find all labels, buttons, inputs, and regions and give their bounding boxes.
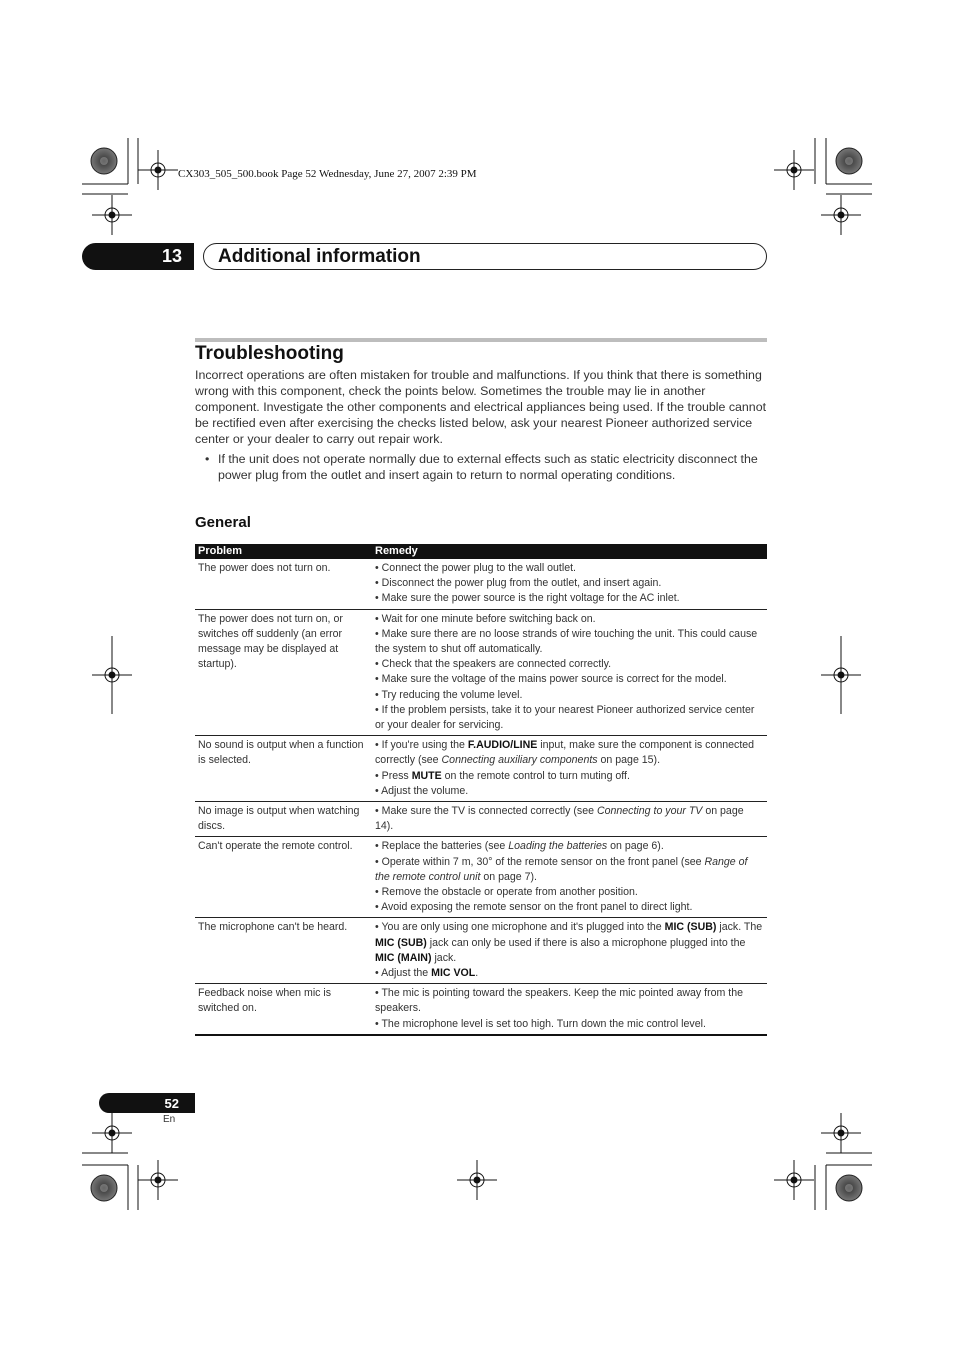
subsection-title: General (195, 514, 251, 531)
chapter-number: 13 (161, 246, 182, 266)
remedy-item: • If the problem persists, take it to your nearest Pioneer authorized service center or your dealer for servicing. (375, 703, 755, 732)
table-row (195, 736, 767, 802)
print-header: CX303_505_500.book Page 52 Wednesday, June 27, 2007 2:39 PM (178, 168, 477, 180)
remedy-item: • Connect the power plug to the wall outlet. (375, 562, 576, 574)
table-row (195, 918, 767, 984)
remedy-item: • Remove the obstacle or operate from another position. (375, 886, 638, 899)
table-row (195, 837, 767, 918)
bullet-icon: • (205, 452, 210, 466)
problem-cell: The power does not turn on, or switches off suddenly (an error message may be displayed at startup). (195, 609, 372, 736)
chapter-title: Additional information (218, 245, 421, 267)
problem-cell: The power does not turn on. (195, 559, 372, 609)
remedy-item: • Make sure the TV is connected correctly (see Connecting to your TV on page 14). (375, 805, 744, 833)
table-row (195, 802, 767, 837)
remedy-item: • Wait for one minute before switching back on. (375, 612, 596, 625)
remedy-item: • Make sure the voltage of the mains power source is correct for the model. (375, 673, 727, 686)
remedy-item: • Adjust the MIC VOL. (375, 967, 479, 980)
remedy-cell (372, 802, 767, 837)
troubleshooting-table (195, 544, 767, 1036)
static-electricity-note: If the unit does not operate normally due to external effects such as static electricity disconnect the power plug from the outlet and insert again to return to normal operating conditions. (218, 452, 758, 482)
problem-cell: Can't operate the remote control. (195, 837, 372, 918)
remedy-item: • The microphone level is set too high. Turn down the mic control level. (375, 1017, 706, 1030)
remedy-cell (372, 918, 767, 984)
page-number-badge (99, 1093, 195, 1113)
remedy-cell (372, 837, 767, 918)
remedy-item: • Operate within 7 m, 30° of the remote sensor on the front panel (see Range of the remote control unit on page 7). (375, 855, 748, 883)
section-rule (195, 338, 767, 342)
intro-paragraph: Incorrect operations are often mistaken for trouble and malfunctions. If you think that there is something wrong with this component, check the points below. Sometimes the trouble may lie in another component. Investigate the other components and electrical appliances being used. If the trouble cannot be rectified even after exercising the checks listed below, ask your nearest Pioneer authorized service center or your dealer to carry out repair work. (195, 368, 767, 446)
chapter-number-badge (82, 243, 194, 270)
remedy-cell (372, 609, 767, 736)
table-row (195, 609, 767, 736)
remedy-cell (372, 559, 767, 609)
column-header-remedy: Remedy (372, 544, 767, 559)
remedy-item: • The mic is pointing toward the speakers. Keep the mic pointed away from the speakers. (375, 987, 744, 1015)
page-number: 52 (164, 1095, 179, 1111)
problem-cell: The microphone can't be heard. (195, 918, 372, 984)
remedy-item: • Make sure there are no loose strands of wire touching the unit. This could cause the system to shut off automatically. (375, 627, 758, 656)
remedy-item: • Replace the batteries (see Loading the batteries on page 6). (375, 840, 664, 853)
remedy-item: • Try reducing the volume level. (375, 688, 523, 701)
table-row (195, 984, 767, 1035)
remedy-item: • Press MUTE on the remote control to turn muting off. (375, 769, 630, 782)
remedy-item: • Adjust the volume. (375, 784, 469, 797)
chapter-title-box (203, 243, 767, 270)
table-header-row (195, 544, 767, 559)
remedy-item: • Make sure the power source is the right voltage for the AC inlet. (375, 592, 680, 605)
problem-cell: Feedback noise when mic is switched on. (195, 984, 372, 1035)
remedy-cell (372, 736, 767, 802)
problem-cell: No sound is output when a function is selected. (195, 736, 372, 802)
remedy-item: • Avoid exposing the remote sensor on the front panel to direct light. (375, 901, 693, 914)
remedy-item: • If you're using the F.AUDIO/LINE input, make sure the component is connected correctly (see Connecting auxiliary components on page 15). (375, 739, 755, 767)
remedy-item: • Check that the speakers are connected correctly. (375, 658, 612, 671)
problem-cell: No image is output when watching discs. (195, 802, 372, 837)
column-header-problem: Problem (195, 544, 372, 559)
page-language: En (163, 1114, 176, 1125)
remedy-item: • Disconnect the power plug from the outlet, and insert again. (375, 577, 662, 590)
table-row (195, 559, 767, 609)
section-title: Troubleshooting (195, 343, 344, 364)
remedy-item: • You are only using one microphone and it's plugged into the MIC (SUB) jack. The MIC (SUB) jack can only be used if there is also a microphone plugged into the MIC (MAIN) jack. (375, 921, 763, 964)
remedy-cell (372, 984, 767, 1035)
